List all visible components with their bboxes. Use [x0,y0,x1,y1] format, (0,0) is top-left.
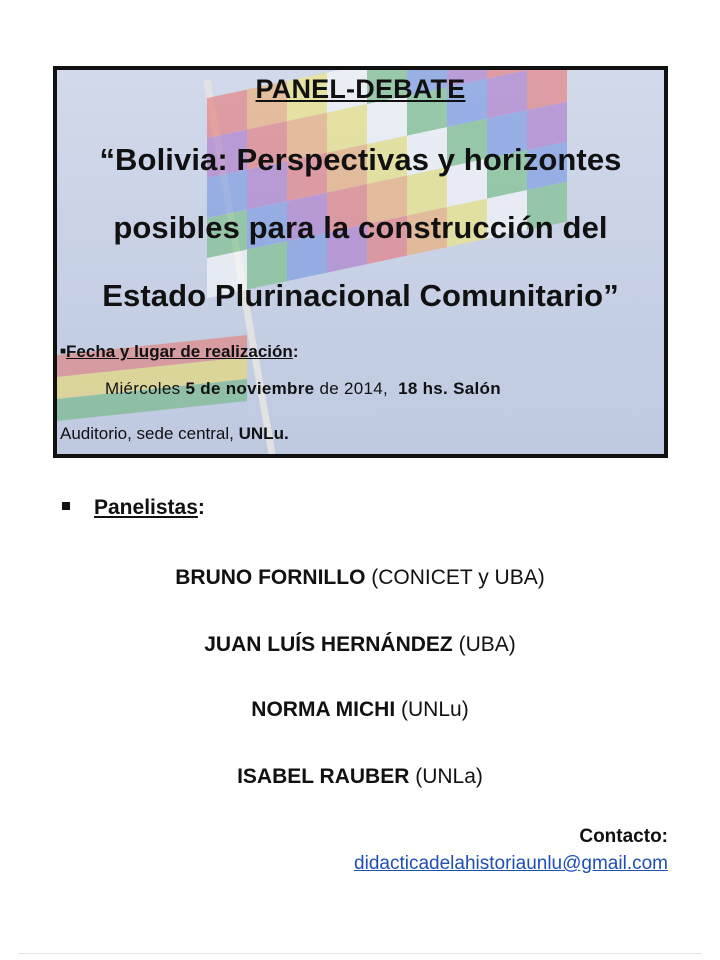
date-place-heading [60,342,298,362]
panelists-label: Panelistas [94,496,198,519]
venue-start: Salón [453,379,501,398]
event-time: 18 hs. [398,379,449,398]
event-title [67,126,654,330]
event-title-line: Estado Plurinacional Comunitario” [102,278,619,313]
panelist-affiliation: (UBA) [458,633,516,656]
panelist-affiliation: (CONICET y UBA) [371,566,545,589]
panelist-name: JUAN LUÍS HERNÁNDEZ [204,633,453,656]
panelist-name: BRUNO FORNILLO [175,566,366,589]
event-year: de 2014, [319,379,389,398]
event-title-line: posibles para la construcción del [113,210,608,245]
panelists-heading [62,496,205,520]
panelist-affiliation: (UNLa) [415,765,483,788]
square-bullet-icon [62,502,70,510]
venue-rest: Auditorio, sede central, [60,424,234,443]
panelist-item [0,765,720,789]
venue-line [60,424,289,444]
square-bullet-icon: ■ [60,346,67,357]
panelist-name: ISABEL RAUBER [237,765,410,788]
contact-email-link[interactable]: didacticadelahistoriaunlu@gmail.com [354,853,668,874]
institution: UNLu. [238,424,289,443]
panelist-name: NORMA MICHI [251,698,396,721]
page-bottom-divider [18,953,702,954]
date-line [105,379,652,399]
banner-text [57,70,664,454]
event-banner [53,66,668,458]
weekday: Miércoles [105,379,181,398]
panelist-affiliation: (UNLu) [401,698,469,721]
contact-label: Contacto: [579,826,668,847]
date-place-label: Fecha y lugar de realización [66,342,293,361]
panelist-item [0,566,720,590]
panelists-colon: : [197,496,205,519]
date-place-colon: : [292,342,299,361]
panelist-item [0,633,720,657]
event-date: 5 de noviembre [185,379,315,398]
event-type-heading: PANEL-DEBATE [255,74,466,104]
event-title-line: “Bolivia: Perspectivas y horizontes [99,142,622,177]
panelist-item [0,698,720,722]
